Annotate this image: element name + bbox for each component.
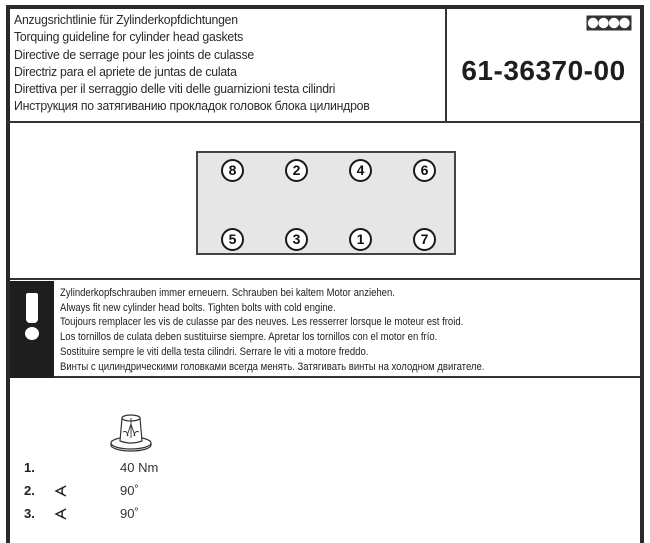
warning-text [60, 286, 532, 374]
step-value: 90˚ [120, 483, 139, 498]
warning-line-fr: Toujours remplacer les vis de culasse par des neuves. Les resserrer lorsque le moteur est froid. [60, 316, 464, 329]
title-it: Direttiva per il serraggio delle viti delle guarnizioni testa cilindri [14, 81, 336, 97]
part-number-box [447, 9, 640, 123]
warning-section [10, 281, 640, 378]
title-fr: Directive de serrage pour les joints de culasse [14, 46, 254, 62]
tightening-sequence-diagram [10, 123, 640, 280]
step-number: 3. [24, 506, 35, 521]
bolt-position: 7 [413, 228, 436, 251]
title-de: Anzugsrichtlinie für Zylinderkopfdichtungen [14, 12, 238, 27]
torque-steps [10, 380, 640, 543]
exclamation-icon [10, 281, 54, 378]
bolt-position: 6 [413, 159, 436, 182]
step-number: 1. [24, 460, 35, 475]
warning-line-ru: Винты с цилиндрическими головками всегда менять. Затягивать винты на холодном двигателе. [60, 360, 485, 373]
step-value: 90˚ [120, 506, 139, 521]
title-es: Directriz para el apriete de juntas de culata [14, 63, 237, 79]
warning-line-es: Los tornillos de culata deben sustituirse siempre. Apretar los tornillos con el motor en frío. [60, 331, 438, 344]
header [6, 5, 644, 123]
warning-line-it: Sostituire sempre le viti della testa cilindri. Serrare le viti a motore freddo. [60, 345, 369, 358]
bolt-position: 2 [285, 159, 308, 182]
bolt-position: 8 [221, 159, 244, 182]
gasket-4-cylinder-icon [586, 15, 632, 31]
bolt-position: 1 [349, 228, 372, 251]
bolt-head-icon [106, 412, 156, 452]
cylinder-head-outline [196, 151, 456, 255]
step-number: 2. [24, 483, 35, 498]
angle-icon [54, 507, 68, 521]
title-block [10, 9, 447, 123]
step-value: 40 Nm [120, 460, 159, 475]
title-en: Torquing guideline for cylinder head gaskets [14, 29, 244, 45]
bolt-position: 4 [349, 159, 372, 182]
warning-line-en: Always fit new cylinder head bolts. Tighten bolts with cold engine. [60, 301, 336, 314]
part-number: 61-36370-00 [461, 55, 626, 86]
bolt-position: 5 [221, 228, 244, 251]
bolt-position: 3 [285, 228, 308, 251]
angle-icon [54, 484, 68, 498]
warning-line-de: Zylinderkopfschrauben immer erneuern. Schrauben bei kaltem Motor anziehen. [60, 287, 395, 299]
title-ru: Инструкция по затягиванию прокладок головок блока цилиндров [14, 98, 370, 114]
